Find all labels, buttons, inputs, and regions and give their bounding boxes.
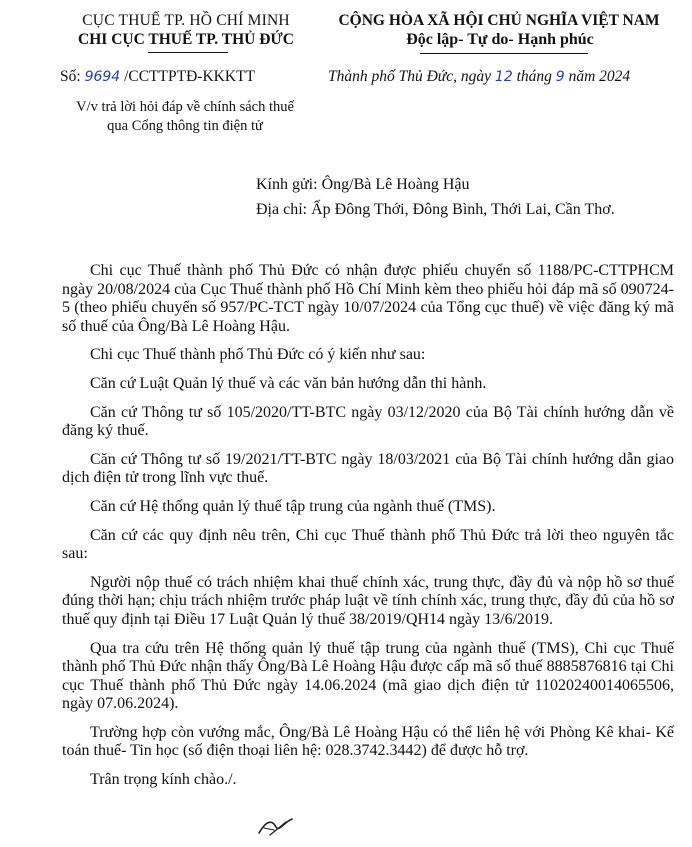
body-paragraph: Qua tra cứu trên Hệ thống quản lý thuế tập trung của ngành thuế (TMS), Chi cục Thuế thành phố Thủ Đức nhận thấy Ông/Bà Lê Hoàng Hậu được cấp mã số thuế 8885876816 tại Chi cục Thuế thành phố Thủ Đức ngày 14.06.2024 (mã giao dịch điện tử 11020240014065506, ngày 07.06.2024).	[62, 639, 674, 713]
subject-line-1: V/v trả lời hỏi đáp về chính sách thuế	[76, 99, 294, 115]
recipient	[256, 172, 615, 222]
date-month-handwritten: 9	[555, 69, 565, 85]
body-paragraph: Căn cứ Luật Quản lý thuế và các văn bản hướng dẫn thi hành.	[90, 374, 487, 392]
date-year-label: năm 2024	[568, 68, 631, 85]
date-month-label: tháng	[516, 68, 552, 85]
agency-name: CHI CỤC THUẾ TP. THỦ ĐỨC	[78, 31, 294, 48]
date-day-handwritten: 12	[494, 69, 513, 85]
body-paragraph: Chi cục Thuế thành phố Thủ Đức có nhận được phiếu chuyển số 1188/PC-CTTPHCM ngày 20/08/2024 của Cục Thuế thành phố Hồ Chí Minh kèm theo phiếu hỏi đáp mã số 090724-5 (theo phiếu chuyển số 957/PC-TCT ngày 10/07/2024 của Tổng cục thuế) về việc đăng ký mã số thuế của Ông/Bà Lê Hoàng Hậu.	[62, 262, 674, 335]
national-motto: Độc lập- Tự do- Hạnh phúc	[406, 31, 594, 48]
body-paragraph: Người nộp thuế có trách nhiệm khai thuế chính xác, trung thực, đầy đủ và nộp hồ sơ thuế đúng thời hạn; chịu trách nhiệm trước pháp luật về tính chính xác, trung thực, đầy đủ của hồ sơ thuế quy định tại Điều 17 Luật Quản lý thuế 38/2019/QH14 ngày 13/6/2019.	[62, 573, 674, 628]
document-number-code: /CCTTPTĐ-KKKTT	[124, 68, 255, 85]
document-number	[60, 68, 255, 86]
motto-divider	[420, 53, 588, 54]
letter-body	[62, 262, 674, 790]
closing-line: Trân trọng kính chào./.	[90, 771, 237, 789]
place-date-prefix: Thành phố Thủ Đức, ngày	[328, 68, 492, 85]
body-paragraph: Chi cục Thuế thành phố Thủ Đức có ý kiến như sau:	[90, 346, 426, 364]
body-paragraph: Căn cứ Thông tư số 19/2021/TT-BTC ngày 18/03/2021 của Bộ Tài chính hướng dẫn giao dịch điện tử trong lĩnh vực thuế.	[62, 450, 674, 487]
subject	[60, 98, 310, 136]
body-paragraph: Căn cứ Thông tư số 105/2020/TT-BTC ngày 03/12/2020 của Bộ Tài chính hướng dẫn về đăng ký thuế.	[62, 403, 674, 440]
body-paragraph: Trường hợp còn vướng mắc, Ông/Bà Lê Hoàng Hậu có thể liên hệ với Phòng Kê khai- Kế toán thuế- Tin học (số điện thoại liên hệ: 028.3742.3442) để được hỗ trợ.	[62, 723, 674, 760]
place-date	[328, 68, 630, 86]
document-number-prefix: Số:	[60, 68, 81, 85]
document-number-handwritten: 9694	[84, 69, 121, 85]
body-paragraph: Căn cứ Hệ thống quản lý thuế tập trung của ngành thuế (TMS).	[90, 497, 496, 515]
national-title: CỘNG HÒA XÃ HỘI CHỦ NGHĨA VIỆT NAM	[338, 12, 660, 29]
recipient-address: Địa chỉ: Ấp Đông Thới, Đông Bình, Thới Lai, Cần Thơ.	[256, 201, 615, 218]
agency-divider	[148, 52, 228, 53]
subject-line-2: qua Cổng thông tin điện tử	[107, 118, 263, 134]
handwritten-initial-mark	[256, 815, 296, 839]
body-paragraph: Căn cứ các quy định nêu trên, Chi cục Thuế thành phố Thủ Đức trả lời theo nguyên tắc sau:	[62, 526, 674, 563]
agency-parent: CỤC THUẾ TP. HỒ CHÍ MINH	[82, 12, 290, 29]
recipient-greeting: Kính gửi: Ông/Bà Lê Hoàng Hậu	[256, 176, 470, 193]
